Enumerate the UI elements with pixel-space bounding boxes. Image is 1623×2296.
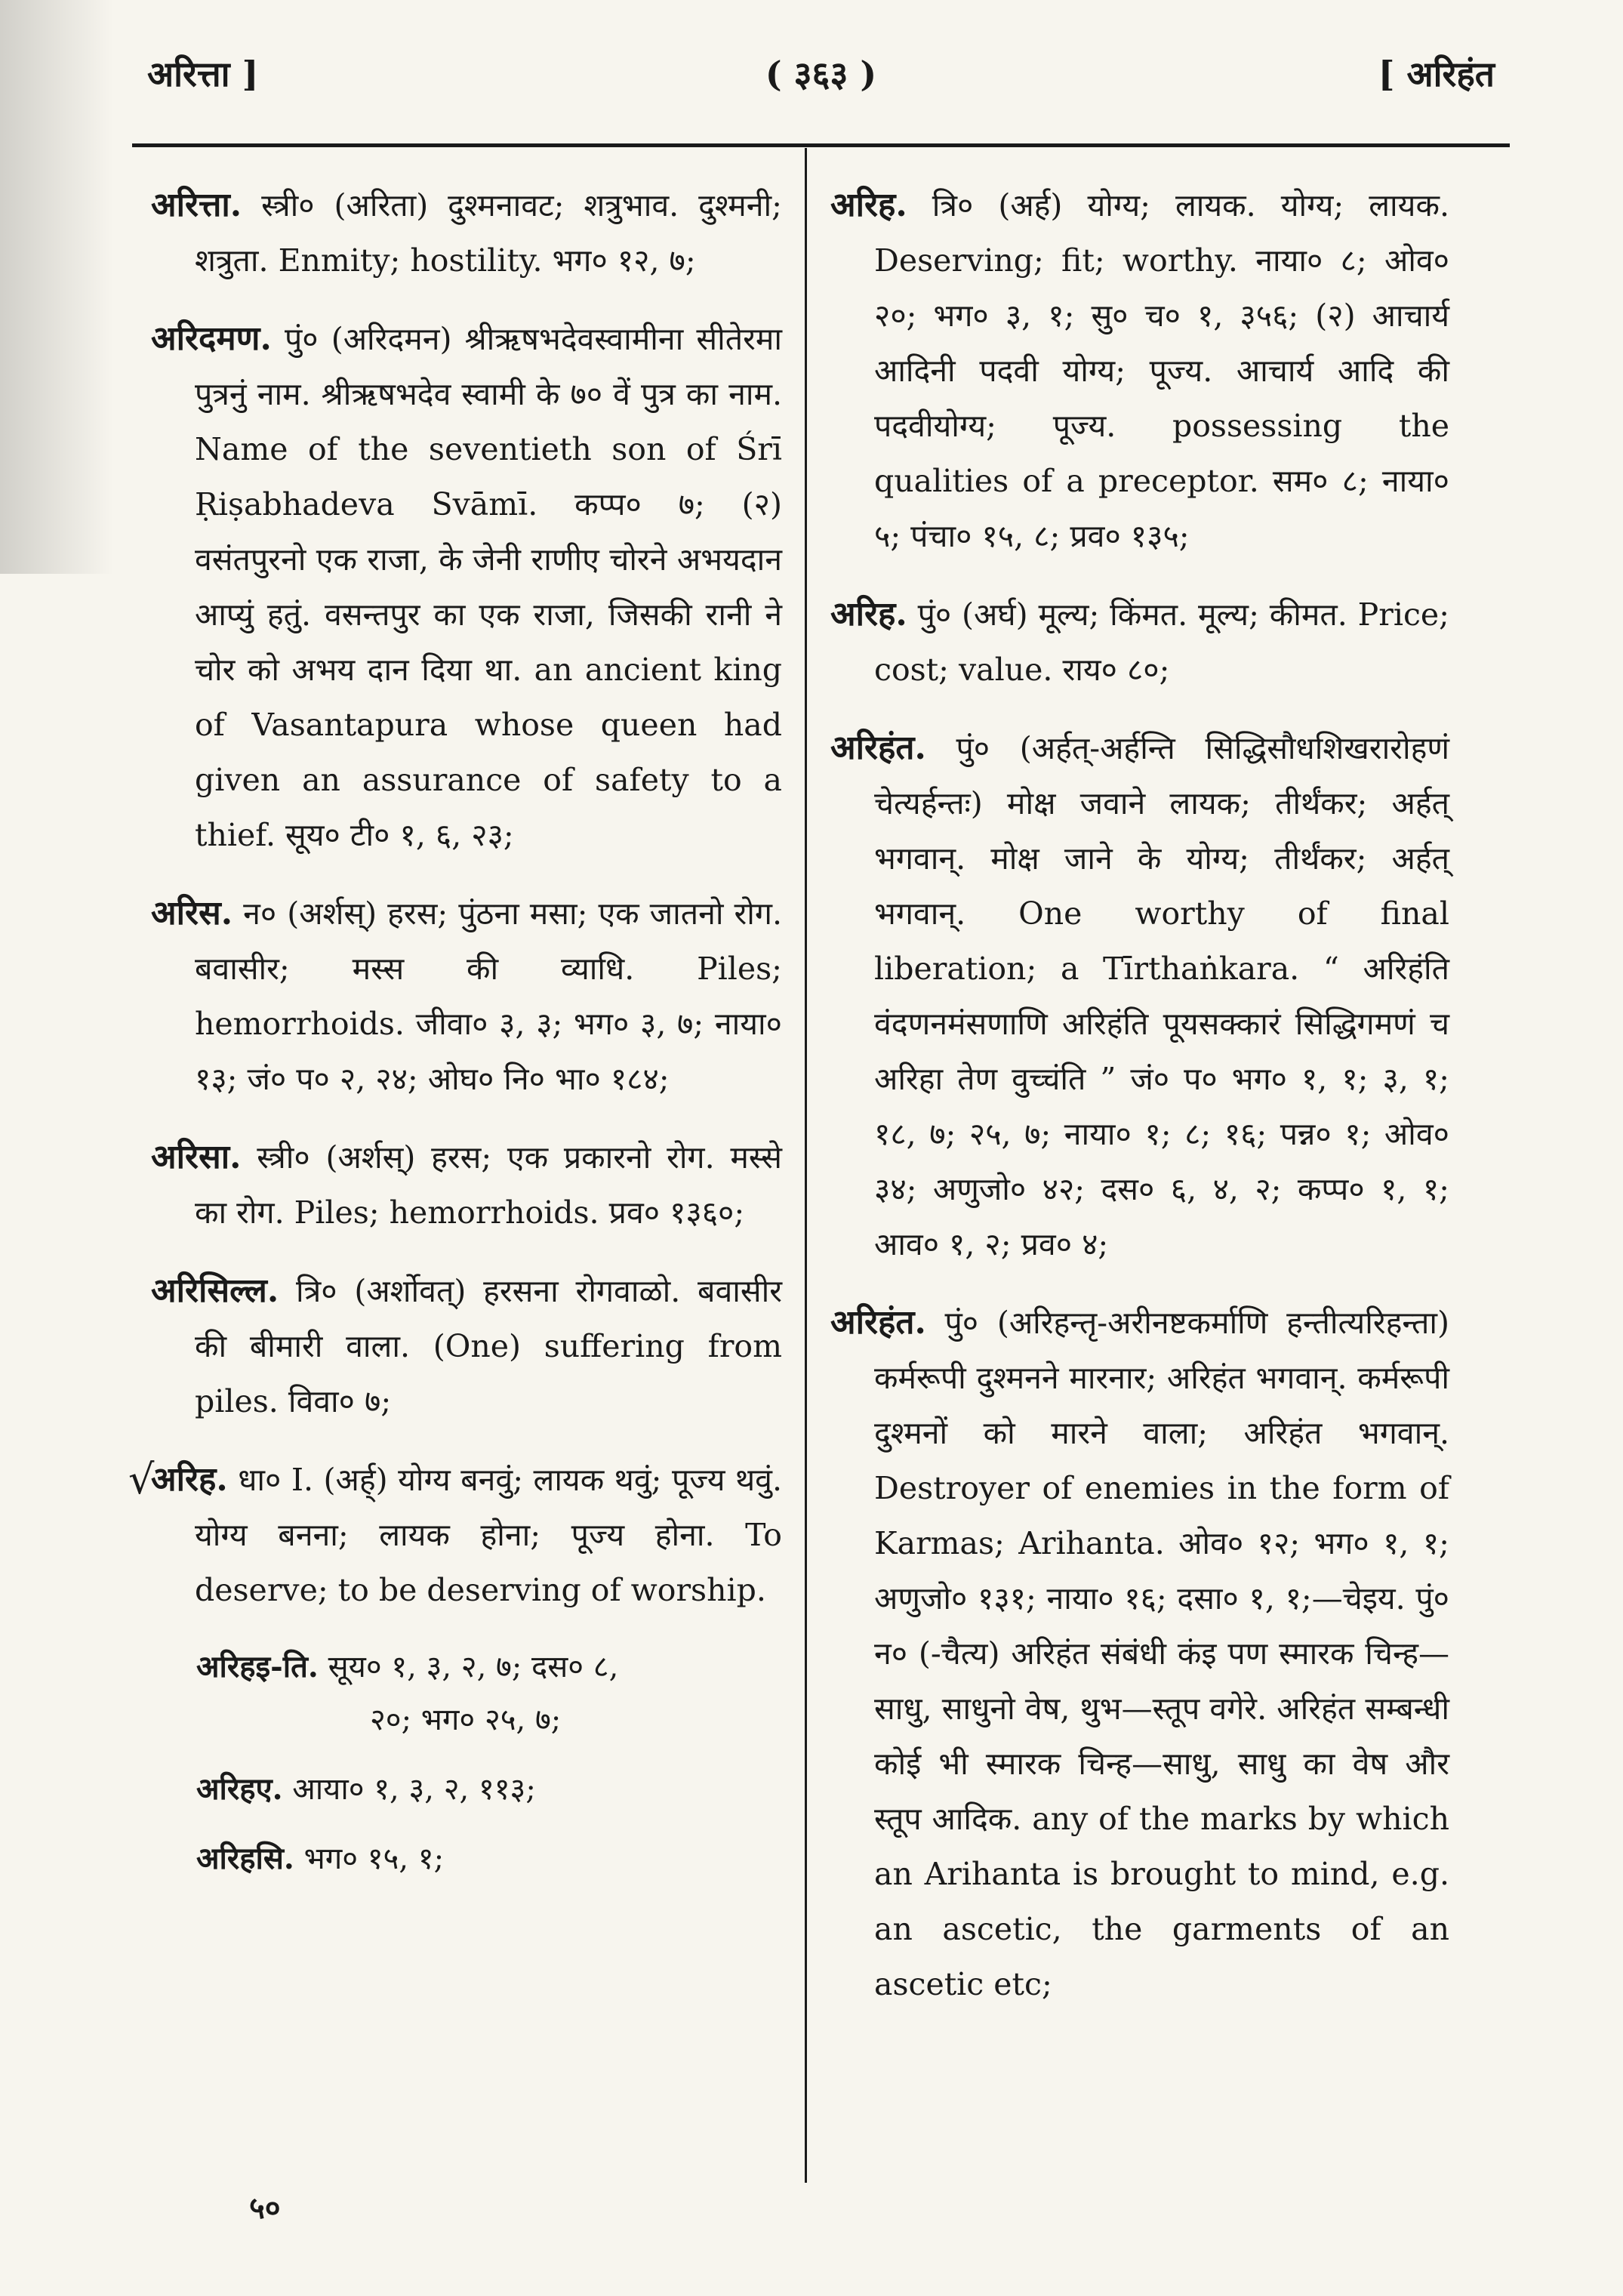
header-rule xyxy=(132,143,1510,147)
sub-form-refs: सूय० १, ३, २, ७; दस० ८, xyxy=(328,1650,619,1684)
header-left-guideword: अरित्ता ] xyxy=(147,54,259,94)
dictionary-entry xyxy=(151,311,782,863)
dictionary-entry xyxy=(830,720,1449,1272)
entry-headword: अरिहंत. xyxy=(830,729,926,767)
sub-form-refs-continued: २०; भग० २५, ७; xyxy=(370,1703,562,1737)
entry-body: पुं० (अर्घ) मूल्य; किंमत. मूल्य; कीमत. Price; cost; value. राय० ८०; xyxy=(874,596,1449,688)
entry-body: स्त्री० (अर्शस्) हरस; एक प्रकारनो रोग. मस्से का रोग. Piles; hemorrhoids. प्रव० १३६०; xyxy=(195,1139,782,1231)
entry-headword: अरिह. xyxy=(151,1460,228,1499)
entry-body: त्रि० (अर्ह) योग्य; लायक. योग्य; लायक. Deserving; fit; worthy. नाया० ८; ओव० २०; भग० ३, १; सु० च० १, ३५६; (२) आचार्य आदिनी पदवी योग्य; पूज्य. आचार्य आदि की पदवीयोग्य; पूज्य. possessing the qualities of a preceptor. सम० ८; नाया० ५; पंचा० १५, ८; प्रव० १३५; xyxy=(874,187,1449,554)
entry-headword: अरिदमण. xyxy=(151,319,272,358)
entry-body: स्त्री० (अरिता) दुश्मनावट; शत्रुभाव. दुश्मनी; शत्रुता. Enmity; hostility. भग० १२, ७; xyxy=(195,187,782,279)
dictionary-entry xyxy=(830,587,1449,698)
dictionary-entry xyxy=(151,1130,782,1240)
entry-headword: अरिहंत. xyxy=(830,1303,926,1342)
sub-form-headword: अरिहए. xyxy=(196,1771,283,1807)
dictionary-entry xyxy=(830,1295,1449,2012)
sub-form-refs: आया० १, ३, २, ११३; xyxy=(292,1772,536,1807)
dictionary-entry xyxy=(151,177,782,288)
entry-headword: अरित्ता. xyxy=(151,186,242,224)
entry-headword: अरिह. xyxy=(830,595,907,633)
entry-body: पुं० (अर्हत्-अर्हन्ति सिद्धिसौधशिखरारोहणं चेत्यर्हन्तः) मोक्ष जवाने लायक; तीर्थंकर; अर्हत् भगवान्. मोक्ष जाने के योग्य; तीर्थंकर; अर्हत् भगवान्. One worthy of final liberation; a Tīrthaṅkara. “ अरिहंति वंदणनमंसणाणि अरिहंति पूयसक्कारं सिद्धिगमणं च अरिहा तेण वुच्चंति ” जं० प० भग० १, १; ३, १; १८, ७; २५, ७; नाया० १; ८; १६; पन्न० १; ओव० ३४; अणुजो० ४२; दस० ६, ४, २; कप्प० १, १; आव० १, २; प्रव० ४; xyxy=(874,730,1449,1262)
page-header xyxy=(147,50,1495,110)
sub-form-headword: अरिहइ-ति. xyxy=(196,1649,319,1684)
right-column xyxy=(830,177,1449,2035)
entry-body: धा० I. (अर्ह्) योग्य बनवुं; लायक थवुं; पूज्य थवुं. योग्य बनना; लायक होना; पूज्य होना. To deserve; to be deserving of worship. xyxy=(195,1462,782,1608)
page-binding-shadow xyxy=(0,0,113,574)
sub-form-entry xyxy=(196,1763,782,1816)
check-mark-icon: √ xyxy=(128,1456,155,1503)
footer-signature-mark: ५० xyxy=(249,2190,281,2226)
header-right-guideword: [ अरिहंत xyxy=(1378,54,1495,94)
sub-form-entry xyxy=(196,1832,782,1885)
entry-headword: अरिह. xyxy=(830,186,907,224)
sub-form-headword: अरिहसि. xyxy=(196,1841,294,1876)
entry-headword: अरिस. xyxy=(151,894,233,932)
sub-form-refs: भग० १५, १; xyxy=(303,1841,445,1876)
page-number: ( ३६३ ) xyxy=(765,54,877,94)
column-divider xyxy=(805,148,807,2183)
entry-body: पुं० (अरिदमन) श्रीऋषभदेवस्वामीना सीतेरमा पुत्रनुं नाम. श्रीऋषभदेव स्वामी के ७० वें पुत्र का नाम. Name of the seventieth son of Śrī Ṛiṣabhadeva Svāmī. कप्प० ७; (२) वसंतपुरनो एक राजा, के जेनी राणीए चोरने अभयदान आप्युं हतुं. वसन्तपुर का एक राजा, जिसकी रानी ने चोर को अभय दान दिया था. an ancient king of Vasantapura whose queen had given an assurance of safety to a thief. सूय० टी० १, ६, २३; xyxy=(195,321,782,853)
dictionary-entry xyxy=(151,886,782,1107)
left-column xyxy=(128,177,782,1902)
entry-body: पुं० (अरिहन्तृ-अरीनष्टकर्माणि हन्तीत्यरिहन्ता) कर्मरूपी दुश्मनने मारनार; अरिहंत भगवान्. कर्मरूपी दुश्मनों को मारने वाला; अरिहंत भगवान्. Destroyer of enemies in the form of Karmas; Arihanta. ओव० १२; भग० १, १; अणुजो० १३१; नाया० १६; दसा० १, १;—चेइय. पुं० न० (-चैत्य) अरिहंत संबंधी कंइ पण स्मारक चिन्ह—साधु, साधुनो वेष, थुभ—स्तूप वगेरे. अरिहंत सम्बन्धी कोई भी स्मारक चिन्ह—साधु, साधु का वेष और स्तूप आदिक. any of the marks by which an Arihanta is brought to mind, e.g. an ascetic, the garments of an ascetic etc; xyxy=(874,1305,1449,2002)
entry-body: त्रि० (अर्शोवत्) हरसना रोगवाळो. बवासीर की बीमारी वाला. (One) suffering from piles. विवा० ७; xyxy=(195,1273,782,1419)
dictionary-entry xyxy=(151,1263,782,1429)
entry-body: न० (अर्शस्) हरस; पुंठना मसा; एक जातनो रोग. बवासीर; मस्स की व्याधि. Piles; hemorrhoids. जीवा० ३, ३; भग० ३, ७; नाया० १३; जं० प० २, २४; ओघ० नि० भा० १८४; xyxy=(195,895,782,1097)
sub-form-entry xyxy=(196,1641,782,1746)
dictionary-entry xyxy=(830,177,1449,564)
entry-headword: अरिसा. xyxy=(151,1138,242,1176)
dictionary-entry xyxy=(128,1452,782,1618)
entry-headword: अरिसिल्ल. xyxy=(151,1271,279,1310)
